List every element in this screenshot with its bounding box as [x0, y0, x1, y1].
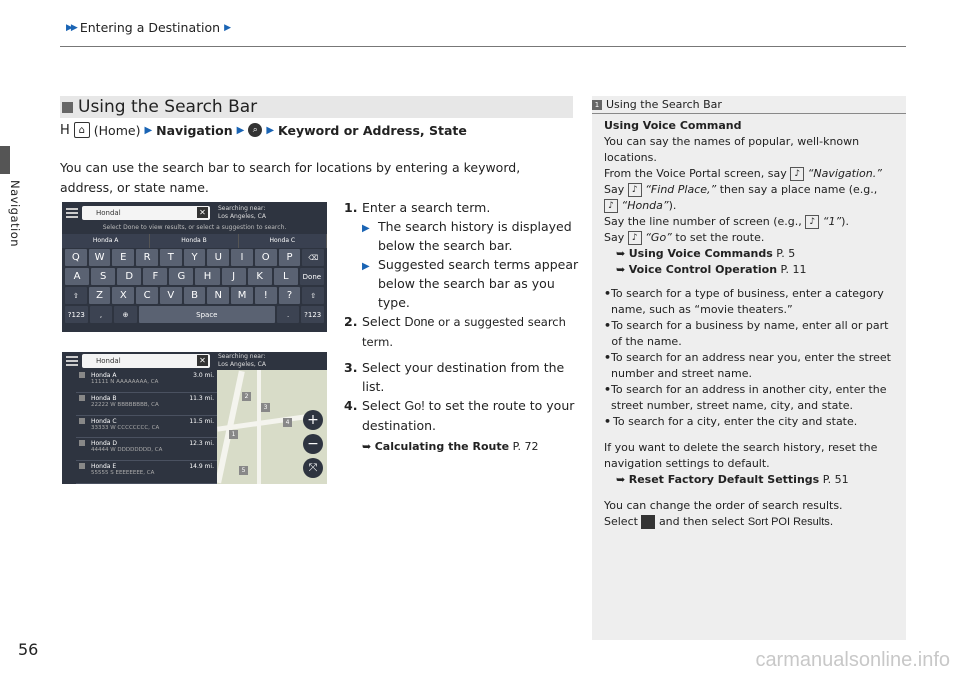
order-key-label: Sort POI Results	[747, 516, 830, 528]
result-number-icon	[79, 372, 85, 378]
step-4-reference[interactable]	[362, 437, 580, 456]
result-item	[76, 461, 217, 484]
path-arrow-icon: ▶	[144, 124, 153, 136]
keyboard-hint: Select Done to view results, or select a suggestion to search.	[102, 224, 287, 231]
search-icon: ⌕	[248, 123, 262, 137]
talk-icon: ♪	[628, 183, 642, 197]
result-distance: 11.3 mi.	[189, 394, 214, 402]
step-text: Enter a search term.	[362, 200, 491, 215]
step-number: 2.	[344, 314, 358, 329]
zoom-out-icon: −	[303, 434, 323, 454]
keyboard-key: I	[231, 249, 253, 266]
step-text	[362, 396, 580, 435]
step-text	[362, 312, 580, 352]
keyboard-key: E	[112, 249, 134, 266]
result-item	[76, 393, 217, 416]
result-name: Honda B	[91, 394, 117, 402]
keyboard-key: ?123	[65, 306, 88, 323]
results-list	[62, 370, 217, 484]
results-screenshot	[62, 352, 327, 484]
keyboard-screenshot	[62, 202, 327, 332]
ref-label: Voice Control Operation	[628, 263, 778, 276]
search-query: Hondal	[96, 209, 121, 217]
notes-heading-text: Using the Search Bar	[606, 97, 722, 111]
voice-title: Using Voice Command	[604, 119, 742, 132]
voice-p3-post: then say a place name (e.g.,	[719, 183, 878, 196]
menu-icon	[66, 208, 78, 218]
substep-text: Suggested search terms appear below the search bar as you type.	[378, 257, 579, 310]
voice-p2	[604, 166, 898, 182]
keyboard-key: ⇧	[302, 287, 324, 304]
map-pin-icon: 1	[229, 430, 238, 439]
keyboard-key: A	[65, 268, 89, 285]
talk-icon: ♪	[805, 215, 819, 229]
keyboard-key: D	[117, 268, 141, 285]
ref-label: Using Voice Commands	[628, 247, 773, 260]
breadcrumb-arrow-icon: ▶	[224, 22, 229, 33]
step-3	[344, 358, 580, 396]
suggestion-item: Honda A	[62, 234, 150, 248]
step-4	[344, 396, 580, 435]
keyboard-key: V	[160, 287, 182, 304]
keyboard-key: H	[195, 268, 219, 285]
list-menu-icon	[641, 515, 655, 529]
keyboard-key: G	[169, 268, 193, 285]
result-number-icon	[79, 440, 85, 446]
result-address: 11111 N AAAAAAAA, CA	[91, 379, 159, 385]
step-number: 1.	[344, 200, 358, 215]
breadcrumb	[66, 20, 229, 35]
key-row	[62, 248, 327, 267]
keyboard-key: U	[207, 249, 229, 266]
tip-text: To search for a business by name, enter all or part of the name.	[611, 319, 889, 348]
tip-item: • To search for a type of business, enter a category name, such as “movie theaters.”	[604, 286, 898, 318]
keyboard-key: Z	[89, 287, 111, 304]
result-item	[76, 438, 217, 461]
map-pin-icon: 2	[242, 392, 251, 401]
zoom-in-icon: +	[303, 410, 323, 430]
result-item	[76, 416, 217, 439]
result-address: 22222 W BBBBBBBB, CA	[91, 401, 159, 408]
keyboard-key: X	[112, 287, 134, 304]
keyboard-key: W	[89, 249, 111, 266]
result-number-icon	[79, 395, 85, 401]
breadcrumb-arrow-icon: ▶▶	[66, 22, 76, 33]
voice-p3-phrase: “Find Place,”	[645, 183, 717, 196]
clear-icon: ✕	[197, 207, 208, 218]
keyboard-key: R	[136, 249, 158, 266]
result-info	[91, 440, 189, 458]
searching-near-label: Searching near:	[218, 205, 266, 212]
voice-p5-pre: Say	[604, 231, 625, 244]
voice-p3	[604, 182, 898, 214]
order-text: You can change the order of search results.	[604, 499, 843, 512]
step-substep	[362, 217, 580, 255]
menu-path	[60, 122, 467, 138]
result-name: Honda C	[91, 417, 117, 425]
key-row	[62, 267, 327, 286]
header-rule	[60, 46, 906, 47]
step-number: 3.	[344, 360, 358, 375]
path-arrow-icon: ▶	[236, 124, 245, 136]
result-name: Honda A	[91, 372, 117, 379]
search-field	[82, 206, 210, 220]
ref-page: P. 11	[780, 263, 807, 276]
keyboard-key: F	[143, 268, 167, 285]
ref-voice-commands[interactable]	[616, 246, 898, 262]
keyboard-key: Q	[65, 249, 87, 266]
keyboard-key: ⊕	[114, 306, 137, 323]
keyboard-key: P	[279, 249, 301, 266]
keyboard-key: S	[91, 268, 115, 285]
result-name: Honda E	[91, 463, 117, 471]
talk-icon: ♪	[790, 167, 804, 181]
ref-reset-defaults[interactable]	[616, 472, 898, 488]
result-item	[76, 370, 217, 393]
searching-near	[218, 205, 266, 221]
voice-p2-phrase: “Navigation.”	[807, 167, 882, 180]
reset-text: If you want to delete the search history, reset the navigation settings to default.	[604, 441, 878, 470]
path-navigation: Navigation	[156, 122, 233, 138]
voice-p4-end: ).	[841, 215, 849, 228]
suggestion-item: Honda C	[239, 234, 327, 248]
substep-text: The search history is displayed below the search bar.	[378, 219, 572, 253]
tips-list	[604, 286, 898, 430]
result-info	[91, 418, 189, 436]
keyboard-key: ?123	[301, 306, 324, 323]
result-info	[91, 395, 189, 413]
keyboard-key: J	[222, 268, 246, 285]
step-2	[344, 312, 580, 352]
searching-near-city: Los Angeles, CA	[218, 361, 266, 368]
ref-label: Calculating the Route	[374, 440, 510, 453]
key-row	[62, 305, 327, 324]
keyboard-key: T	[160, 249, 182, 266]
chapter-tab	[0, 146, 10, 174]
ref-page: P. 51	[822, 473, 849, 486]
voice-p1: You can say the names of popular, well-known locations.	[604, 135, 860, 164]
search-query: Hondal	[96, 357, 121, 365]
map-pin-icon: 5	[239, 466, 248, 475]
searching-near-city: Los Angeles, CA	[218, 213, 266, 220]
step-text-post: to set the route to your destination.	[362, 398, 575, 433]
keyboard-key: .	[277, 306, 300, 323]
steps	[344, 198, 580, 456]
ref-icon: ➥	[616, 247, 629, 260]
step-key-label: Go!	[404, 399, 425, 413]
substep-arrow-icon: ▶	[362, 261, 370, 272]
voice-p4	[604, 214, 898, 230]
tip-text: To search for a city, enter the city and state.	[613, 415, 858, 428]
path-final: Keyword or Address, State	[278, 122, 467, 138]
keyboard-key: C	[136, 287, 158, 304]
result-address: 33333 W CCCCCCCC, CA	[91, 424, 160, 431]
result-address: 44444 W DDDDDDDD, CA	[91, 447, 163, 454]
keyboard-key: ⇧	[65, 287, 87, 304]
result-name: Honda D	[91, 440, 117, 448]
ref-icon: ➥	[616, 473, 629, 486]
tip-text: To search for an address near you, enter the street number and street name.	[611, 351, 891, 380]
searching-near-label: Searching near:	[218, 353, 266, 360]
map-preview	[217, 370, 327, 484]
search-field	[82, 354, 210, 368]
page-number: 56	[18, 640, 39, 659]
map-pin-icon: 4	[283, 418, 292, 427]
breadcrumb-label: Entering a Destination	[79, 20, 221, 35]
order-instruction	[604, 514, 898, 530]
menu-icon	[66, 356, 78, 366]
tip-text: To search for a type of business, enter a category name, such as “movie theaters.”	[611, 287, 884, 316]
step-key-label: Done	[404, 315, 435, 329]
ref-icon: ➥	[362, 440, 375, 453]
clear-icon: ✕	[197, 355, 208, 366]
note-marker-icon: 1	[592, 100, 602, 110]
keyboard-key: Y	[184, 249, 206, 266]
keyboard-key: L	[274, 268, 298, 285]
key-row	[62, 286, 327, 305]
ref-icon: ➥	[616, 263, 629, 276]
voice-p5-post: to set the route.	[675, 231, 765, 244]
step-text-pre: Select	[362, 314, 405, 329]
chapter-label: Navigation	[8, 180, 22, 248]
result-number-icon	[79, 418, 85, 424]
step-text: Select your destination from the list.	[362, 360, 565, 394]
notes-panel	[592, 96, 906, 640]
path-arrow-icon: ▶	[266, 124, 275, 136]
result-distance: 12.3 mi.	[189, 440, 214, 448]
suggestion-row	[62, 234, 327, 248]
keyboard-key: K	[248, 268, 272, 285]
keyboard-key: !	[255, 287, 277, 304]
talk-icon: ♪	[604, 199, 618, 213]
result-info	[91, 463, 189, 481]
substep-arrow-icon: ▶	[362, 223, 370, 234]
step-1	[344, 198, 580, 217]
voice-p4-phrase: “1”	[822, 215, 842, 228]
path-prefix: H	[60, 122, 70, 138]
section-square-icon	[62, 102, 73, 113]
voice-p5	[604, 230, 898, 246]
voice-p4-pre: Say the line number of screen (e.g.,	[604, 215, 802, 228]
result-info	[91, 372, 193, 390]
step-substep	[362, 255, 580, 312]
result-distance: 14.9 mi.	[189, 463, 214, 471]
keyboard-key: B	[184, 287, 206, 304]
recenter-icon: ⤧	[303, 458, 323, 478]
step-text-pre: Select	[362, 398, 405, 413]
keyboard-key: ,	[90, 306, 113, 323]
tip-item: • To search for an address in another city, enter the street number, street name, city, and state.	[604, 382, 898, 414]
keyboard-key: ⌫	[302, 249, 324, 266]
section-title: Using the Search Bar	[78, 97, 258, 117]
tip-text: To search for an address in another city, enter the street number, street name, city, and state.	[611, 383, 887, 412]
tip-item: • To search for an address near you, enter the street number and street name.	[604, 350, 898, 382]
tip-item: • To search for a city, enter the city and state.	[604, 415, 858, 428]
ref-voice-control[interactable]	[616, 262, 898, 278]
keyboard-key: ?	[279, 287, 301, 304]
voice-p3-end: ).	[668, 199, 677, 212]
ref-label: Reset Factory Default Settings	[628, 473, 820, 486]
path-home-label: (Home)	[93, 122, 141, 138]
keyboard-key: Space	[139, 306, 275, 323]
result-address: 55555 S EEEEEEEE, CA	[91, 470, 155, 477]
voice-p3-pre: Say	[604, 183, 625, 196]
result-distance: 3.0 mi.	[193, 372, 214, 379]
searching-near	[218, 353, 266, 369]
ref-page: P. 5	[776, 247, 796, 260]
step-text-post: or a suggested search term.	[362, 315, 566, 349]
order-end: .	[829, 515, 834, 528]
order-pre: Select	[604, 515, 638, 528]
ref-page: P. 72	[512, 440, 539, 453]
voice-p5-phrase: “Go”	[645, 231, 672, 244]
notes-heading	[592, 96, 906, 114]
result-distance: 11.5 mi.	[189, 417, 214, 425]
step-number: 4.	[344, 398, 358, 413]
map-pin-icon: 3	[261, 403, 270, 412]
order-mid: and then select	[658, 515, 745, 528]
intro-text: You can use the search bar to search for locations by entering a keyword, address, or state name.	[60, 160, 521, 195]
tip-item: • To search for a business by name, enter all or part of the name.	[604, 318, 898, 350]
keyboard-key: N	[207, 287, 229, 304]
keyboard-key: O	[255, 249, 277, 266]
keyboard-key: M	[231, 287, 253, 304]
section-heading	[60, 96, 573, 118]
watermark: carmanualsonline.info	[755, 649, 950, 671]
result-number-icon	[79, 463, 85, 469]
voice-p2-pre: From the Voice Portal screen, say	[604, 167, 787, 180]
keyboard-key: Done	[300, 268, 324, 285]
suggestion-item: Honda B	[150, 234, 238, 248]
talk-icon: ♪	[628, 231, 642, 245]
home-icon: ⌂	[74, 122, 90, 138]
voice-p3-phrase2: “Honda”	[621, 199, 669, 212]
